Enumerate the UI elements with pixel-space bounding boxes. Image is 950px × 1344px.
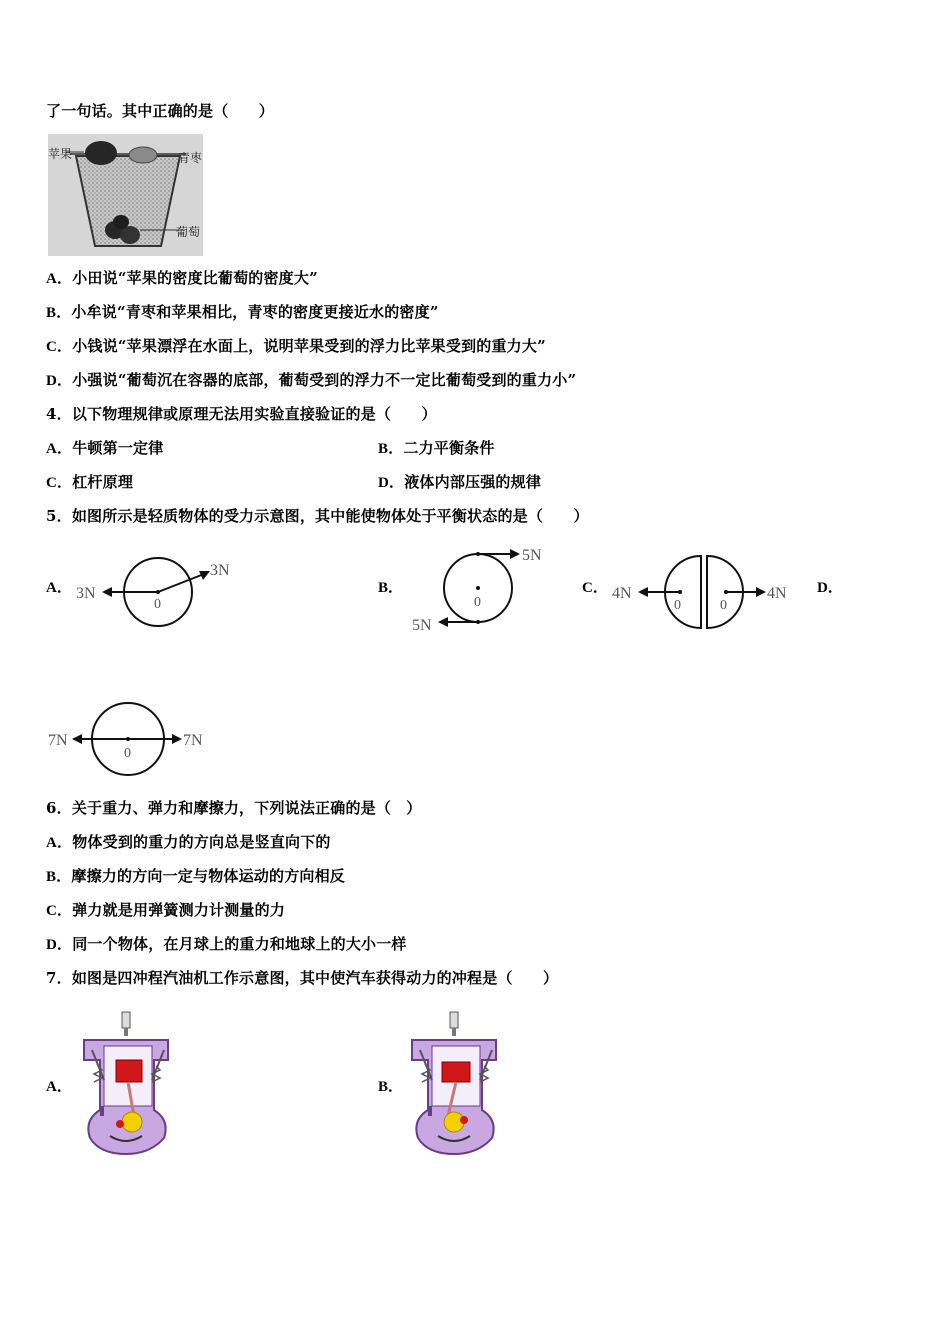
crank-pin — [116, 1120, 124, 1128]
q4-option-c — [46, 472, 133, 493]
piston — [116, 1060, 142, 1082]
left-center-label: 0 — [674, 598, 681, 613]
piston — [442, 1062, 470, 1082]
q7-letter-b: B． — [378, 1079, 404, 1095]
q5-letter-c: C． — [582, 580, 608, 596]
option-letter: B． — [378, 441, 404, 457]
q6-option-a — [46, 832, 331, 853]
q5-stem: 5．如图所示是轻质物体的受力示意图，其中能使物体处于平衡状态的是（ ） — [46, 507, 589, 525]
option-letter: A． — [46, 441, 73, 457]
center-label: 0 — [474, 595, 481, 610]
force-label-left: 4N — [612, 585, 632, 602]
q3-option-c — [46, 336, 546, 357]
force-label-bottom: 5N — [412, 617, 432, 634]
arrowhead-right-icon — [172, 734, 182, 744]
q7-stem: 7．如图是四冲程汽油机工作示意图，其中使汽车获得动力的冲程是（ ） — [46, 969, 559, 987]
q3-stem-tail: 了一句话。其中正确的是（ ） — [46, 102, 275, 120]
option-letter: A． — [46, 835, 73, 851]
crankshaft — [122, 1112, 142, 1132]
option-text: 物体受到的重力的方向总是竖直向下的 — [72, 833, 331, 851]
q5-letter-d: D． — [817, 580, 843, 596]
option-text: 小钱说“苹果漂浮在水面上，说明苹果受到的浮力比苹果受到的重力大” — [72, 337, 546, 355]
option-letter: B． — [46, 305, 72, 321]
q5-figure-c — [608, 548, 798, 634]
option-letter: C． — [46, 339, 73, 355]
q7-engine-figure-a — [80, 1010, 176, 1155]
option-text: 小牟说“青枣和苹果相比，青枣的密度更接近水的密度” — [71, 303, 439, 321]
apple-shape — [85, 141, 117, 165]
option-letter: C． — [46, 475, 73, 491]
option-letter: D． — [378, 475, 405, 491]
center-label: 0 — [124, 746, 131, 761]
option-text: 牛顿第一定律 — [72, 439, 164, 457]
apple-label: 苹果 — [48, 147, 73, 161]
option-text: 液体内部压强的规律 — [404, 473, 542, 491]
date-shape — [129, 147, 157, 163]
q4-option-d — [378, 472, 541, 493]
force-label-left: 3N — [76, 585, 96, 602]
force-label-right: 7N — [183, 732, 203, 749]
q4-stem: 4．以下物理规律或原理无法用实验直接验证的是（ ） — [46, 405, 437, 423]
date-label: 青枣 — [178, 151, 203, 165]
center-label: 0 — [154, 597, 161, 612]
option-text: 同一个物体，在月球上的重力和地球上的大小一样 — [72, 935, 407, 953]
q6-stem: 6．关于重力、弹力和摩擦力，下列说法正确的是（ ） — [46, 799, 422, 817]
crank-pin — [460, 1116, 468, 1124]
option-text: 弹力就是用弹簧测力计测量的力 — [72, 901, 286, 919]
q5-letter-a: A． — [46, 580, 72, 596]
grape-shape — [113, 215, 129, 229]
fruit-beaker-figure — [48, 134, 203, 256]
option-text: 小强说“葡萄沉在容器的底部，葡萄受到的浮力不一定比葡萄受到的重力小” — [72, 371, 577, 389]
option-text: 摩擦力的方向一定与物体运动的方向相反 — [71, 867, 346, 885]
spark-plug-icon — [450, 1012, 458, 1028]
spark-plug-icon — [122, 1012, 130, 1028]
q6-option-c — [46, 900, 285, 921]
option-letter: A． — [46, 271, 73, 287]
q3-option-a — [46, 268, 318, 289]
arrowhead-right-icon — [756, 587, 766, 597]
q7-engine-figure-b — [408, 1010, 504, 1155]
q4-option-a — [46, 438, 163, 459]
option-letter: C． — [46, 903, 73, 919]
option-text: 杠杆原理 — [72, 473, 134, 491]
arrowhead-left-icon — [438, 617, 448, 627]
option-letter: D． — [46, 373, 73, 389]
option-text: 小田说“苹果的密度比葡萄的密度大” — [72, 269, 318, 287]
q5-figure-d — [46, 697, 216, 783]
q5-figure-b — [408, 540, 558, 636]
force-arrow-up-right — [158, 574, 204, 592]
force-label-left: 7N — [48, 732, 68, 749]
force-label-right: 3N — [210, 562, 230, 579]
q6-option-b — [46, 866, 345, 887]
q3-option-b — [46, 302, 439, 323]
grape-label: 葡萄 — [176, 225, 201, 239]
arrowhead-right-icon — [510, 549, 520, 559]
option-text: 二力平衡条件 — [403, 439, 495, 457]
force-label-right: 4N — [767, 585, 787, 602]
arrowhead-left-icon — [102, 587, 112, 597]
center-dot — [476, 586, 480, 590]
q5-figure-a — [72, 548, 242, 634]
right-center-label: 0 — [720, 598, 727, 613]
arrowhead-left-icon — [72, 734, 82, 744]
arrowhead-left-icon — [638, 587, 648, 597]
q3-option-d — [46, 370, 576, 391]
option-letter: D． — [46, 937, 73, 953]
q6-option-d — [46, 934, 407, 955]
q4-option-b — [378, 438, 495, 459]
q7-letter-a: A． — [46, 1079, 72, 1095]
force-label-top: 5N — [522, 547, 542, 564]
q5-letter-b: B． — [378, 580, 404, 596]
option-letter: B． — [46, 869, 72, 885]
